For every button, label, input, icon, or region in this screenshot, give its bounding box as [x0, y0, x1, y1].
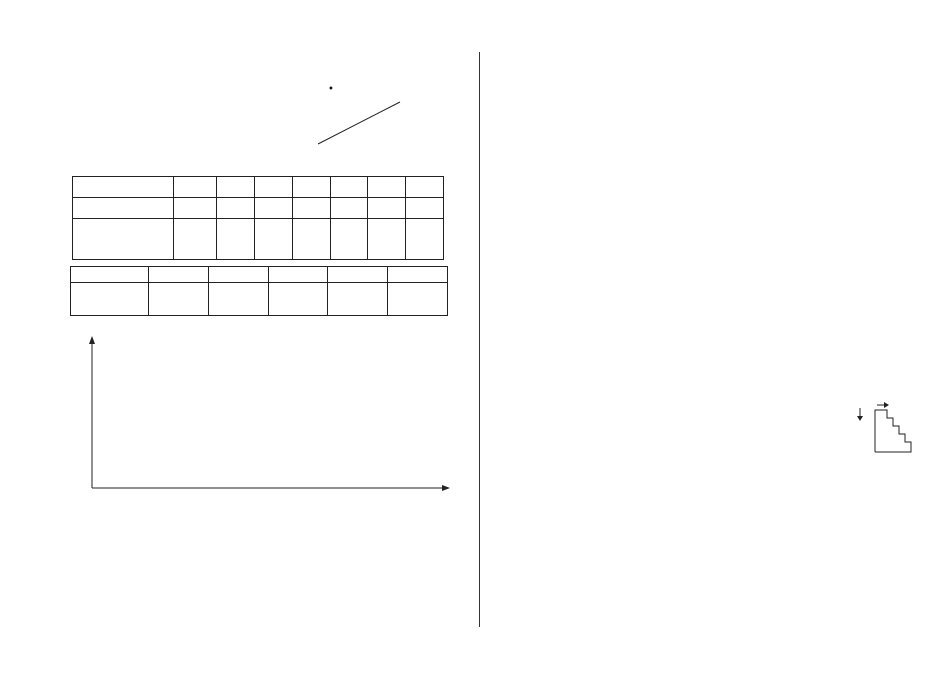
- table-cell: [268, 283, 328, 316]
- table-cell: [208, 267, 268, 283]
- work-total-header: [73, 219, 174, 240]
- table-row: [73, 198, 444, 219]
- table-row: [71, 267, 448, 283]
- table-cell: [149, 267, 209, 283]
- table-cell: [368, 177, 406, 198]
- work-time-header: [73, 177, 174, 198]
- work-time-unit: [73, 198, 174, 219]
- y-axis-arrow-icon: [89, 336, 95, 344]
- table-cell: [208, 283, 268, 316]
- x-axis-arrow-icon: [442, 485, 450, 491]
- table-cell: [217, 219, 255, 240]
- table-cell: [406, 177, 444, 198]
- table-cell: [255, 219, 293, 240]
- work-table: [72, 176, 444, 260]
- table-row: [71, 283, 448, 316]
- chart-grid: [60, 336, 460, 536]
- table-cell: [292, 219, 330, 240]
- table-cell: [368, 219, 406, 240]
- table-cell: [173, 177, 217, 198]
- work-total-unit: [73, 239, 174, 260]
- table-cell: [388, 283, 448, 316]
- table-cell: [328, 283, 388, 316]
- quantity-header: [71, 283, 149, 316]
- group-header: [71, 267, 149, 283]
- table-cell: [328, 267, 388, 283]
- given-line: [310, 98, 410, 148]
- star-count-table: [70, 266, 448, 316]
- table-cell: [255, 177, 293, 198]
- table-cell: [268, 267, 328, 283]
- point-a: •: [328, 84, 341, 95]
- table-cell: [149, 283, 209, 316]
- column-divider: [479, 52, 480, 627]
- table-cell: [217, 177, 255, 198]
- table-cell: [292, 177, 330, 198]
- table-row: [73, 239, 444, 260]
- table-cell: [330, 219, 368, 240]
- table-cell: [406, 219, 444, 240]
- table-cell: [388, 267, 448, 283]
- table-row: [73, 177, 444, 198]
- table-cell: [173, 219, 217, 240]
- table-cell: [330, 177, 368, 198]
- stairs-icon: [853, 398, 923, 460]
- table-row: [73, 219, 444, 240]
